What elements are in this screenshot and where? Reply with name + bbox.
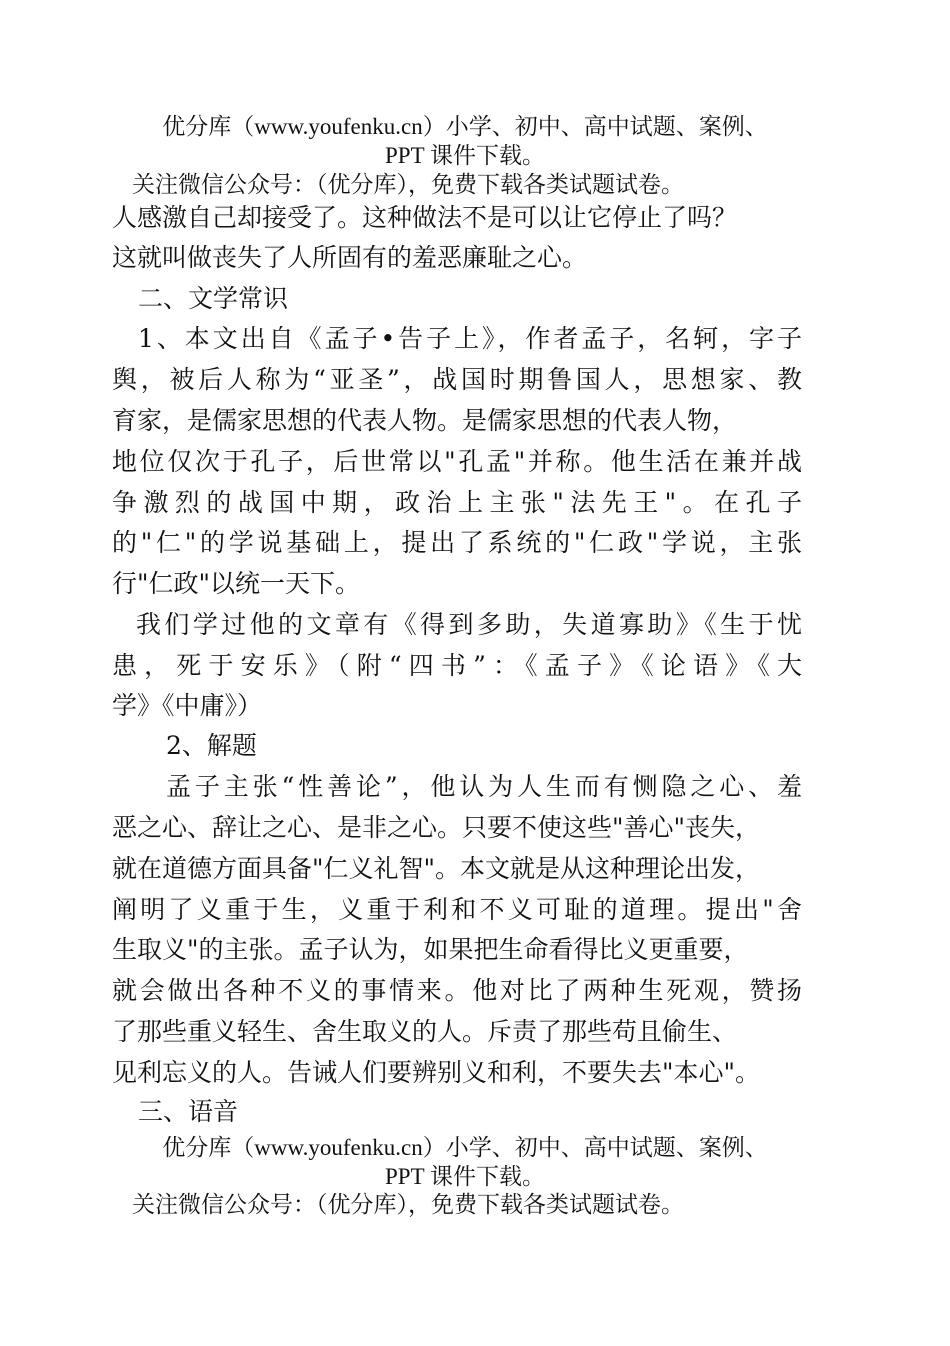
body-line: 舆，被后人称为“亚圣”，战国时期鲁国人，思想家、教 (112, 365, 802, 394)
body-line: 见利忘义的人。告诫人们要辨别义和利，不要失去"本心"。 (112, 1058, 761, 1087)
body-line: 行"仁政"以统一天下。 (112, 569, 360, 598)
body-line: 1、本文出自《孟子•告子上》，作者孟子，名轲，字子 (138, 324, 802, 353)
wechat-notice: 关注微信公众号：（优分库），免费下载各类试题试卷。 (132, 172, 684, 198)
body-line: 地位仅次于孔子，后世常以"孔孟"并称。他生活在兼并战 (112, 447, 802, 476)
header-banner-line: 优分库（www.youfenku.cn）小学、初中、高中试题、案例、 (162, 114, 768, 139)
body-line: 的"仁"的学说基础上，提出了系统的"仁政"学说，主张 (112, 528, 802, 557)
body-line: 这就叫做丧失了人所固有的羞恶廉耻之心。 (112, 243, 588, 272)
body-line: 阐明了义重于生，义重于利和不义可耻的道理。提出"舍 (112, 895, 802, 924)
wechat-notice: 关注微信公众号：（优分库），免费下载各类试题试卷。 (132, 1192, 684, 1218)
footer-banner-line: PPT 课件下载。 (385, 1164, 545, 1189)
body-line: 恶之心、辞让之心、是非之心。只要不使这些"善心"丧失， (112, 813, 761, 842)
body-line: 了那些重义轻生、舍生取义的人。斥责了那些苟且偷生、 (112, 1017, 738, 1046)
body-line: 孟子主张“性善论”，他认为人生而有恻隐之心、羞 (166, 772, 802, 801)
body-line: 学》《中庸》） (112, 691, 263, 720)
body-line: 患，死于安乐》（附“四书”：《孟子》《论语》《大 (112, 651, 802, 680)
body-line: 争激烈的战国中期，政治上主张"法先王"。在孔子 (112, 488, 802, 517)
section-heading: 三、语音 (138, 1097, 239, 1126)
body-line: 育家，是儒家思想的代表人物。是儒家思想的代表人物， (112, 406, 738, 435)
header-banner-line: PPT 课件下载。 (385, 143, 545, 168)
body-line: 就会做出各种不义的事情来。他对比了两种生死观，赞扬 (112, 976, 802, 1005)
footer-banner-line: 优分库（www.youfenku.cn）小学、初中、高中试题、案例、 (162, 1135, 768, 1160)
body-line: 就在道德方面具备"仁义礼智"。本文就是从这种理论出发， (112, 854, 761, 883)
section-heading: 2、解题 (166, 731, 257, 760)
section-heading: 二、文学常识 (138, 284, 289, 313)
body-line: 我们学过他的文章有《得到多助，失道寡助》《生于忧 (136, 610, 802, 639)
body-line: 人感激自己却接受了。这种做法不是可以让它停止了吗？ (112, 203, 738, 232)
body-line: 生取义"的主张。孟子认为，如果把生命看得比义更重要， (112, 935, 749, 964)
